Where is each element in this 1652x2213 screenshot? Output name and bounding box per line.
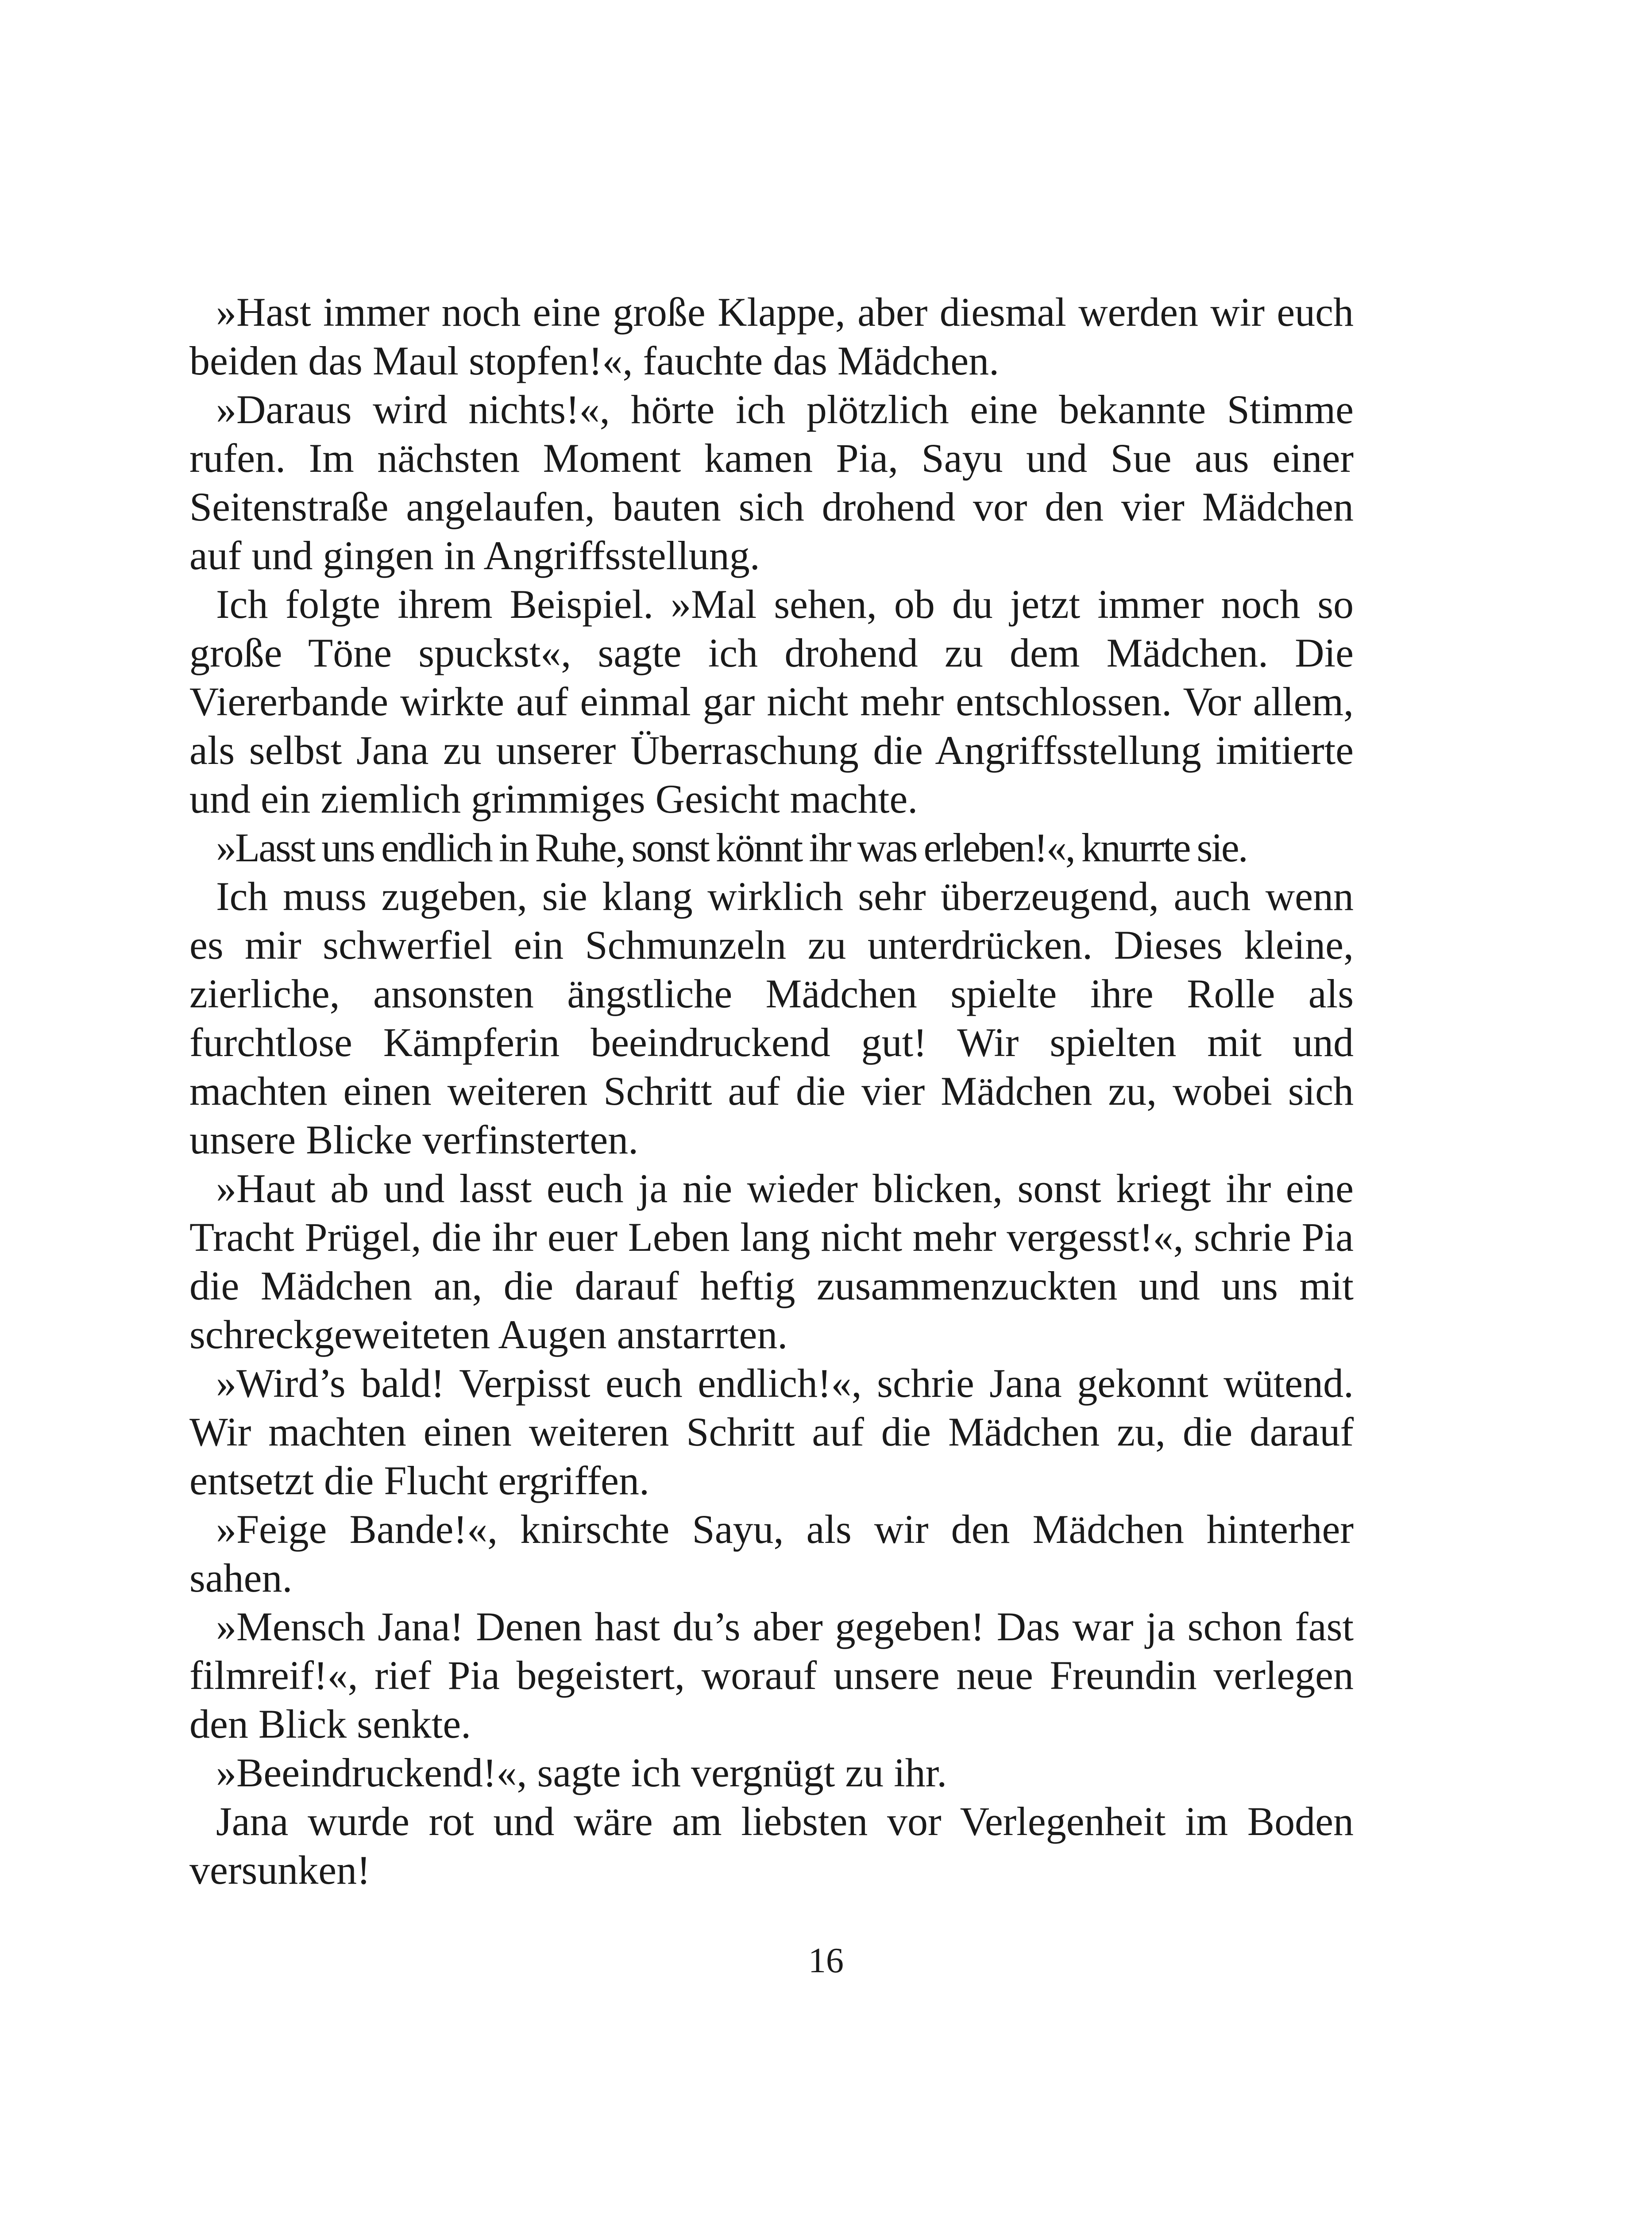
paragraph: »Hast immer noch eine große Klappe, aber diesmal werden wir euch beiden das Maul stopfen!«, fauchte das Mädchen. <box>189 289 1354 383</box>
paragraph: Ich folgte ihrem Beispiel. »Mal sehen, ob du jetzt immer noch so große Töne spuckst«, sagte ich drohend zu dem Mädchen. Die Viererbande wirkte auf einmal gar nicht mehr entschlossen. Vor allem, als selbst Jana zu unserer Überraschung die Angriffsstellung imitierte und ein ziemlich grimmiges Gesicht machte. <box>189 582 1354 821</box>
paragraph: »Lasst uns endlich in Ruhe, sonst könnt ihr was erleben!«, knurrte sie. <box>216 825 1247 870</box>
paragraph: »Daraus wird nichts!«, hörte ich plötzlich eine bekannte Stimme rufen. Im nächsten Moment kamen Pia, Sayu und Sue aus einer Seitenstraße angelaufen, bauten sich drohend vor den vier Mädchen auf und gingen in Angriffsstellung. <box>189 387 1354 578</box>
paragraph: »Feige Bande!«, knirschte Sayu, als wir den Mädchen hinterher sahen. <box>189 1507 1354 1600</box>
body-text <box>189 288 1354 1894</box>
paragraph: »Haut ab und lasst euch ja nie wieder blicken, sonst kriegt ihr eine Tracht Prügel, die ihr euer Leben lang nicht mehr vergesst!«, schrie Pia die Mädchen an, die darauf heftig zusammenzuckten und uns mit schreckgeweiteten Augen anstarrten. <box>189 1166 1354 1357</box>
page-number: 16 <box>808 1941 844 1980</box>
paragraph: »Mensch Jana! Denen hast du’s aber gegeben! Das war ja schon fast filmreif!«, rief Pia begeistert, worauf unsere neue Freundin verlegen den Blick senkte. <box>189 1604 1354 1746</box>
paragraph: Jana wurde rot und wäre am liebsten vor Verlegenheit im Boden versunken! <box>189 1799 1354 1893</box>
paragraph: Ich muss zugeben, sie klang wirklich sehr überzeugend, auch wenn es mir schwerfiel ein Schmunzeln zu unterdrücken. Dieses kleine, zierliche, ansonsten ängstliche Mädchen spielte ihre Rolle als furchtlose Kämpferin beeindruckend gut! Wir spielten mit und machten einen weiteren Schritt auf die vier Mädchen zu, wobei sich unsere Blicke verfinsterten. <box>189 874 1354 1162</box>
paragraph: »Beeindruckend!«, sagte ich vergnügt zu ihr. <box>216 1750 947 1795</box>
paragraph: »Wird’s bald! Verpisst euch endlich!«, schrie Jana gekonnt wütend. Wir machten einen weiteren Schritt auf die Mädchen zu, die darauf entsetzt die Flucht ergriffen. <box>189 1361 1354 1503</box>
